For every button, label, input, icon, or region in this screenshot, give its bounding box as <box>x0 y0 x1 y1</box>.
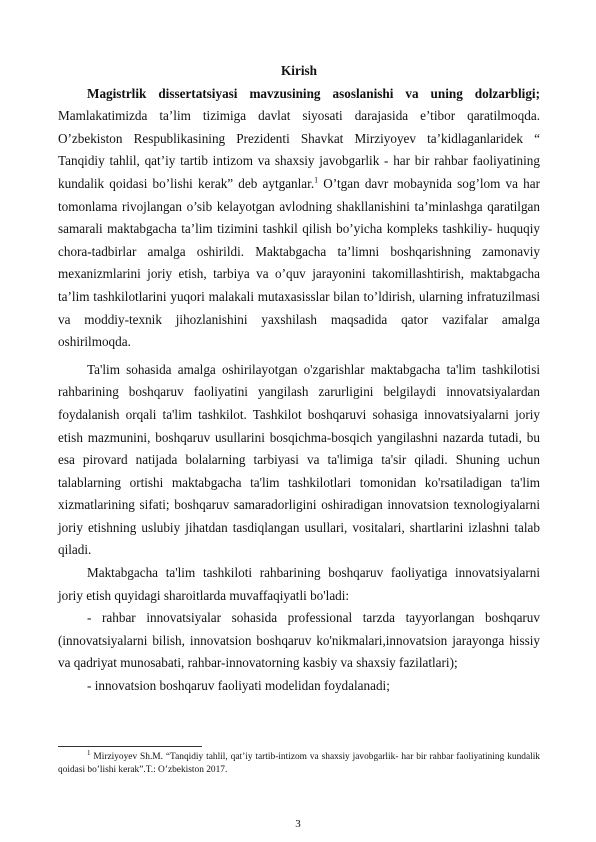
body-text <box>58 60 540 698</box>
intro-text-continued: O’tgan davr mobaynida sog’lom va har tomonlama rivojlangan o’sib kelayotgan avlodning shakllanishini ta’minlashga qaratilgan samarali maktabgacha ta’lim tizimini tashkil qilish bo’yicha kompleks tashkiliy- huquqiy chora-tadbirlar amalga oshirildi. Maktabgacha ta’limni boshqarishning zamonaviy mexanizmlarini joriy etish, tarbiya va o’quv jarayonini takomillashtirish, maktabgacha ta’lim tashkilotlarini yuqori malakali mutaxasisslar bilan to’ldirish, ularning infratuzilmasi va moddiy-texnik jihozlanishini yaxshilash maqsadida qator vazifalar amalga oshirilmoqda. <box>58 175 540 350</box>
intro-text: Mamlakatimizda ta’lim tizimiga davlat siyosati darajasida e’tibor qaratilmoqda. O’zbekiston Respublikasining Prezidenti Shavkat Mirziyoyev ta’kidlaganlaridek “ Tanqidiy tahlil, qat’iy tartib intizom va shaxsiy javobgarlik - har bir rahbar faoliyatining kundalik qoidasi bo’lishi kerak” deb aytganlar. <box>58 108 540 191</box>
intro-bold-heading: Magistrlik dissertatsiyasi mavzusining asoslanishi va uning dolzarbligi; <box>87 85 540 101</box>
page-number: 3 <box>295 818 301 830</box>
list-item-2: - innovatsion boshqaruv faoliyati modelidan foydalanadi; <box>87 678 390 694</box>
list-item-1: - rahbar innovatsiyalar sohasida professional tarzda tayyorlangan boshqaruv (innovatsiyalarni bilish, innovatsion boshqaruv ko'nikmalari,innovatsion jarayonga hissiy va qadriyat munosabati, rahbar-innovatorning kasbiy va shaxsiy fazilatlari); <box>58 610 540 671</box>
paragraph-2: Ta'lim sohasida amalga oshirilayotgan o'zgarishlar maktabgacha ta'lim tashkilotisi rahbarining boshqaruv faoliyatini yangilash zarurligini belgilaydi innovatsiyalardan foydalanish orqali ta'lim tashkilot. Tashkilot boshqaruvi sohasiga innovatsiyalarni joriy etish mazmunini, boshqaruv usullarini bosqichma-bosqich yangilashni nazarda tutadi, bu esa pirovard natijada bolalarning tarbiyasi va ta'limiga ta'sir qiladi. Shuning uchun talablarning ortishi maktabgacha ta'lim tashkilotlari tomonidan ko'rsatiladigan ta'lim xizmatlarining sifati; boshqaruv samaradorligini oshiradigan innovatsion texnologiyalarni joriy etishning uslubiy jihatdan tasdiqlangan usullari, vositalari, shartlarini izlashni talab qiladi. <box>58 361 540 558</box>
footnote-reference[interactable]: 1 <box>314 175 319 185</box>
intro-paragraph <box>58 83 540 354</box>
paragraph-3: Maktabgacha ta'lim tashkiloti rahbarining boshqaruv faoliyatiga innovatsiyalarni joriy etish quyidagi sharoitlarda muvaffaqiyatli bo'ladi: <box>58 565 540 603</box>
page-title: Kirish <box>281 63 317 78</box>
footnote-divider <box>58 746 202 747</box>
footnote <box>58 748 540 776</box>
footnote-mark: 1 <box>87 748 91 757</box>
footnote-text: Mirziyoyev Sh.M. “Tanqidiy tahlil, qat’iy tartib-intizom va shaxsiy javobgarlik- har bir rahbar faoliyatining kundalik qoidasi bo’lishi kerak”.T.: O’zbekiston 2017. <box>58 752 540 775</box>
